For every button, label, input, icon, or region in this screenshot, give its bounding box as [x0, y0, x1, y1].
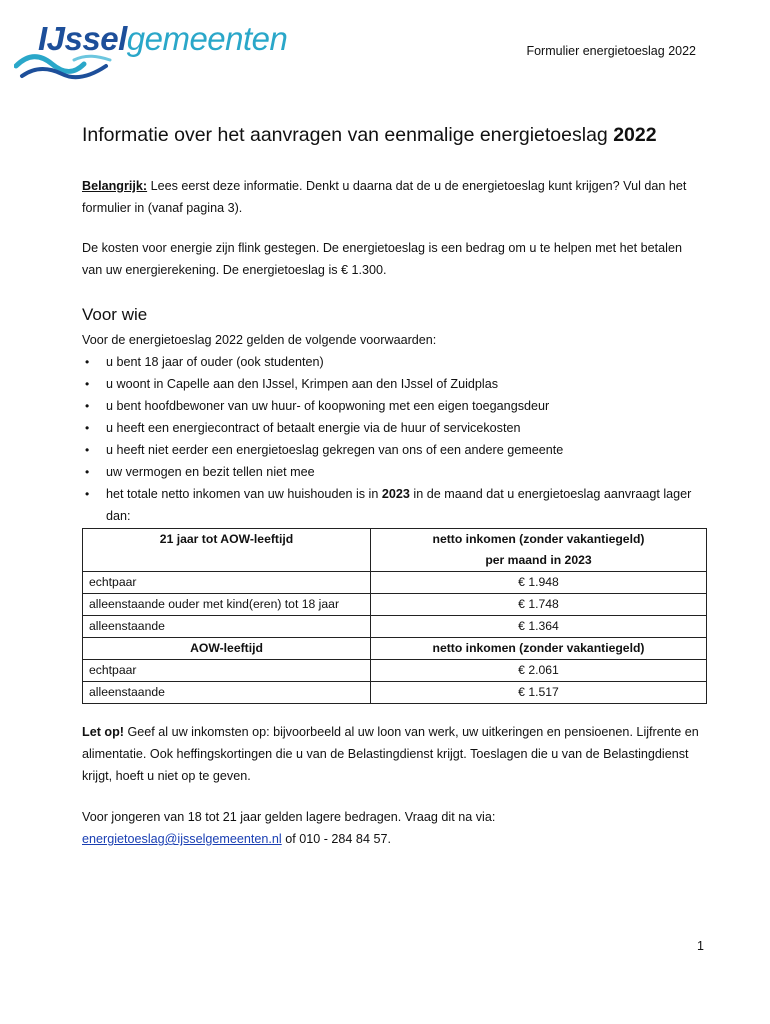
table-header-cell: netto inkomen (zonder vakantiegeld) — [371, 638, 707, 660]
list-item: • u bent hoofdbewoner van uw huur- of koopwoning met een eigen toegangsdeur — [82, 395, 702, 417]
ijsselgemeenten-logo — [14, 18, 294, 80]
table-cell: alleenstaande — [83, 616, 371, 638]
table-cell: € 2.061 — [371, 660, 707, 682]
list-item — [82, 483, 702, 527]
table-cell: € 1.948 — [371, 572, 707, 594]
table-row — [83, 594, 707, 616]
page-number: 1 — [697, 939, 704, 953]
form-header-title: Formulier energietoeslag 2022 — [526, 44, 696, 58]
table-row — [83, 660, 707, 682]
conditions-list — [82, 351, 702, 527]
table-cell: alleenstaande ouder met kind(eren) tot 18 jaar — [83, 594, 371, 616]
section-heading-voor-wie: Voor wie — [82, 305, 148, 324]
table-header-cell: AOW-leeftijd — [83, 638, 371, 660]
table-header-line: per maand in 2023 — [485, 553, 592, 567]
let-op-text: Geef al uw inkomsten op: bijvoorbeeld al uw loon van werk, uw uitkeringen en pensioenen. Lijfrente en alimentatie. Ook heffingskortingen die u van de Belastingdienst krijgt. Toeslagen die u van de Belastingdienst krijgt, hoeft u niet op te geven. — [82, 725, 699, 783]
income-table — [82, 528, 707, 704]
important-paragraph — [82, 175, 702, 219]
important-text: Lees eerst deze informatie. Denkt u daarna dat de u de energietoeslag kunt krijgen? Vul dan het formulier in (vanaf pagina 3). — [82, 179, 687, 215]
wave-icon — [14, 52, 124, 80]
youth-text: Voor jongeren van 18 tot 21 jaar gelden lagere bedragen. Vraag dit na via: — [82, 810, 496, 824]
let-op-label: Let op! — [82, 725, 124, 739]
list-item: • u bent 18 jaar of ouder (ook studenten) — [82, 351, 702, 373]
costs-paragraph: De kosten voor energie zijn flink gestegen. De energietoeslag is een bedrag om u te helpen met het betalen van uw energierekening. De energietoeslag is € 1.300. — [82, 241, 682, 277]
list-item: • uw vermogen en bezit tellen niet mee — [82, 461, 702, 483]
table-header-row — [83, 529, 707, 572]
table-cell: alleenstaande — [83, 682, 371, 704]
phone-text: of 010 - 284 84 57. — [281, 832, 391, 846]
title-text: Informatie over het aanvragen van eenmalige energietoeslag — [82, 124, 614, 146]
table-cell: € 1.517 — [371, 682, 707, 704]
title-year: 2022 — [613, 124, 657, 146]
table-cell: € 1.364 — [371, 616, 707, 638]
table-header-cell: 21 jaar tot AOW-leeftijd — [83, 529, 371, 572]
table-cell: € 1.748 — [371, 594, 707, 616]
youth-paragraph — [82, 806, 702, 850]
table-row — [83, 682, 707, 704]
list-item: • u heeft niet eerder een energietoeslag gekregen van ons of een andere gemeente — [82, 439, 702, 461]
conditions-lead: Voor de energietoeslag 2022 gelden de volgende voorwaarden: — [82, 333, 437, 347]
table-cell: echtpaar — [83, 572, 371, 594]
table-row — [83, 572, 707, 594]
list-item: • u woont in Capelle aan den IJssel, Krimpen aan den IJssel of Zuidplas — [82, 373, 702, 395]
logo-part2: gemeenten — [126, 20, 288, 57]
table-header-cell — [371, 529, 707, 572]
table-cell: echtpaar — [83, 660, 371, 682]
email-link[interactable]: energietoeslag@ijsselgemeenten.nl — [82, 832, 282, 846]
list-item: • u heeft een energiecontract of betaalt energie via de huur of servicekosten — [82, 417, 702, 439]
important-label: Belangrijk: — [82, 179, 148, 193]
page-title — [82, 124, 657, 147]
table-header-line: netto inkomen (zonder vakantiegeld) — [432, 532, 645, 546]
let-op-paragraph — [82, 721, 702, 787]
table-row — [83, 616, 707, 638]
list-item-text: het totale netto inkomen van uw huishouden is in — [106, 487, 382, 501]
list-item-text: in de maand dat u energietoeslag aanvraagt lager dan: — [106, 487, 692, 523]
list-item-year: 2023 — [381, 487, 410, 501]
logo-part1: IJssel — [38, 20, 127, 57]
table-header-row — [83, 638, 707, 660]
